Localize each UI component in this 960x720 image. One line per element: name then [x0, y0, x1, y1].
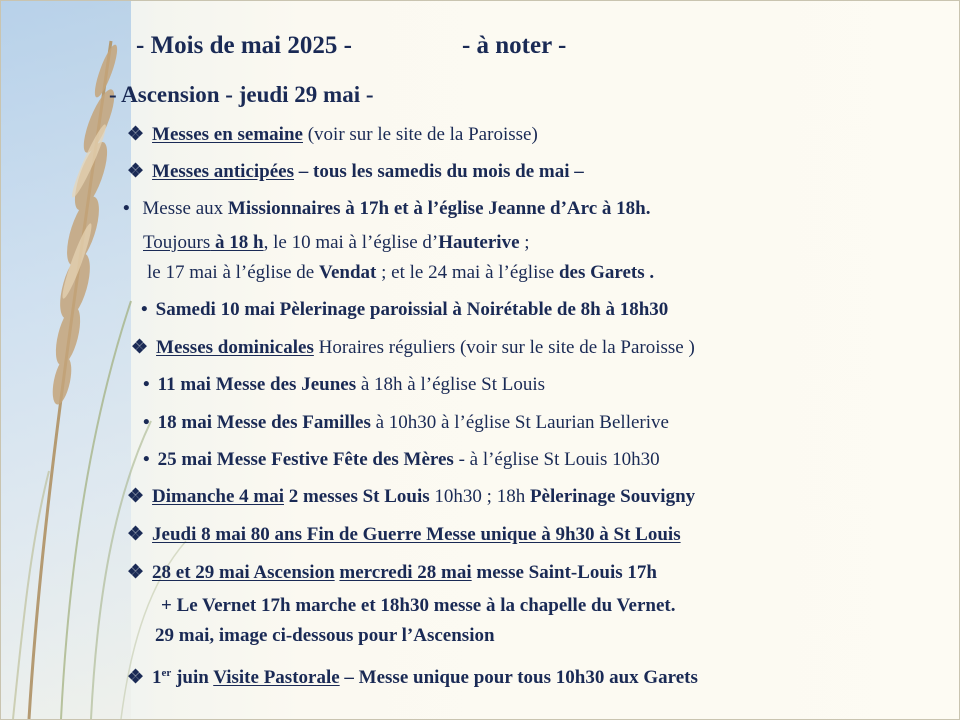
dot-bullet-icon: •	[143, 374, 150, 395]
subtitle: - Ascension - jeudi 29 mai -	[109, 82, 374, 107]
diamond-bullet-icon: ❖	[131, 337, 149, 358]
list-item: + Le Vernet 17h marche et 18h30 messe à la chapelle du Vernet.	[161, 595, 676, 616]
diamond-bullet-icon: ❖	[127, 124, 145, 145]
list-item: • 25 mai Messe Festive Fête des Mères - à l’église St Louis 10h30	[143, 449, 660, 470]
list-item: • Samedi 10 mai Pèlerinage paroissial à Noirétable de 8h à 18h30	[141, 299, 669, 320]
list-item: • 11 mai Messe des Jeunes à 18h à l’église St Louis	[143, 374, 546, 395]
list-item: 29 mai, image ci-dessous pour l’Ascension	[155, 625, 495, 646]
list-item: ❖ 28 et 29 mai Ascension mercredi 28 mai messe Saint-Louis 17h	[127, 562, 657, 583]
diamond-bullet-icon: ❖	[127, 562, 145, 583]
dot-bullet-icon: •	[123, 198, 130, 219]
list-item: Toujours à 18 h, le 10 mai à l’église d’Hauterive ;	[143, 232, 530, 253]
list-item: ❖ Jeudi 8 mai 80 ans Fin de Guerre Messe unique à 9h30 à St Louis	[127, 524, 681, 545]
list-item: ❖ Messes en semaine (voir sur le site de la Paroisse)	[127, 124, 538, 145]
list-item: ❖ 1er juin Visite Pastorale – Messe unique pour tous 10h30 aux Garets	[127, 667, 698, 688]
dot-bullet-icon: •	[143, 449, 150, 470]
list-item: ❖ Dimanche 4 mai 2 messes St Louis 10h30 ; 18h Pèlerinage Souvigny	[127, 486, 696, 507]
dot-bullet-icon: •	[141, 299, 148, 320]
list-item: le 17 mai à l’église de Vendat ; et le 24 mai à l’église des Garets .	[147, 262, 655, 283]
diamond-bullet-icon: ❖	[127, 667, 145, 688]
list-item: ❖ Messes anticipées – tous les samedis du mois de mai –	[127, 161, 584, 182]
diamond-bullet-icon: ❖	[127, 161, 145, 182]
dot-bullet-icon: •	[143, 412, 150, 433]
diamond-bullet-icon: ❖	[127, 486, 145, 507]
diamond-bullet-icon: ❖	[127, 524, 145, 545]
page-title: - Mois de mai 2025 - - à noter -	[136, 32, 567, 59]
list-item: • Messe aux Missionnaires à 17h et à l’église Jeanne d’Arc à 18h.	[123, 198, 651, 219]
note-heading: - à noter -	[461, 32, 567, 59]
list-item: ❖ Messes dominicales Horaires réguliers (voir sur le site de la Paroisse )	[131, 337, 695, 358]
list-item: • 18 mai Messe des Familles à 10h30 à l’église St Laurian Bellerive	[143, 412, 669, 433]
